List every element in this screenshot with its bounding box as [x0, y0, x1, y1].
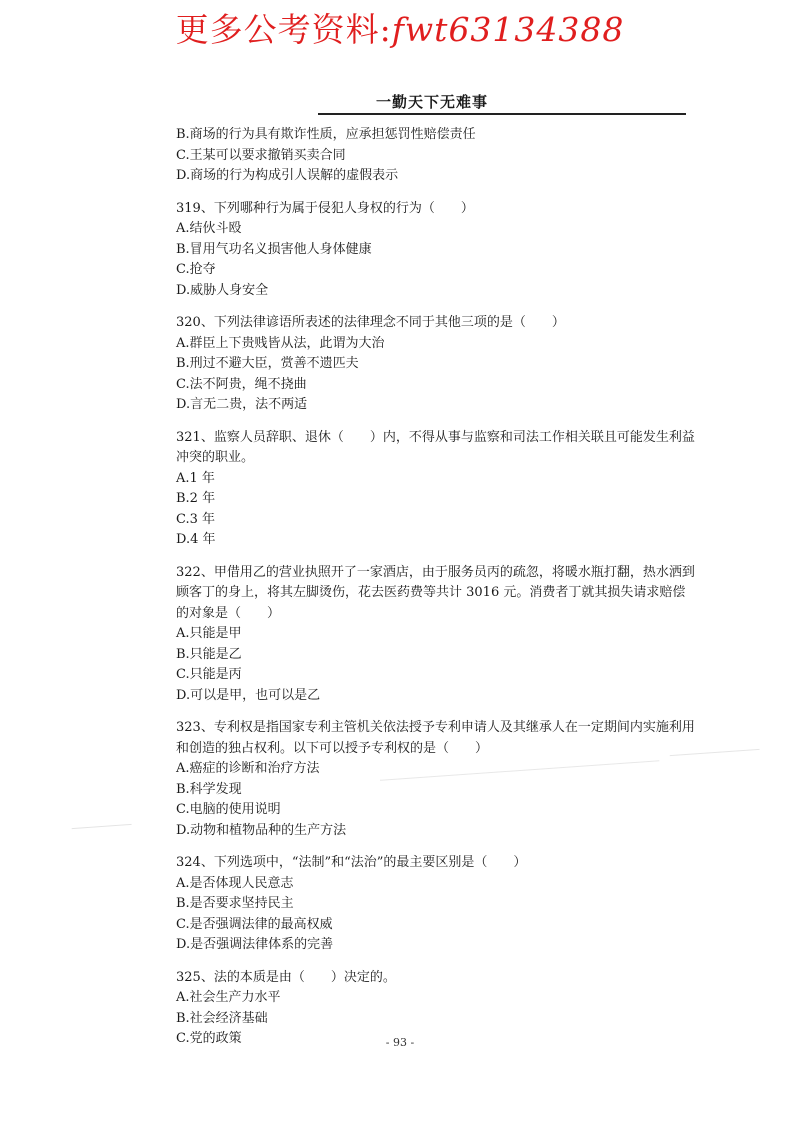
- question-stem: 322、甲借用乙的营业执照开了一家酒店，由于服务员丙的疏忽，将暖水瓶打翻，热水洒到顾客丁的身上，将其左脚烫伤，花去医药费等共计 3016 元。消费者丁就其损失请求赔偿的对象是（ ）: [176, 564, 695, 621]
- banner-prefix: 更多公考资料:: [175, 10, 392, 49]
- question-stem: 323、专利权是指国家专利主管机关依法授予专利申请人及其继承人在一定期间内实施利用和创造的独占权利。以下可以授予专利权的是（ ）: [176, 720, 695, 756]
- question-322: [176, 563, 696, 707]
- bleed-through-mark: [72, 824, 133, 839]
- option-line: A.癌症的诊断和治疗方法: [176, 761, 320, 776]
- option-line: C.抢夺: [176, 262, 216, 277]
- option-line: D.4 年: [176, 532, 216, 547]
- option-line: D.威胁人身安全: [176, 282, 269, 298]
- option-line: C.法不阿贵，绳不挠曲: [176, 376, 307, 392]
- question-stem: 321、监察人员辞职、退休（ ）内，不得从事与监察和司法工作相关联且可能发生利益冲突的职业。: [176, 429, 695, 465]
- question-323: [176, 718, 696, 841]
- option-line: B.刑过不避大臣，赏善不遗匹夫: [176, 356, 359, 371]
- question-324: [176, 853, 696, 956]
- option-line: B.2 年: [176, 491, 216, 506]
- header-rule: [318, 113, 686, 115]
- question-stem: 319、下列哪种行为属于侵犯人身权的行为（ ）: [176, 200, 474, 216]
- option-line: D.是否强调法律体系的完善: [176, 937, 334, 952]
- question-stem: 325、法的本质是由（ ）决定的。: [176, 969, 396, 985]
- option-line: A.群臣上下贵贱皆从法，此谓为大治: [176, 335, 385, 351]
- option-line: C.只能是丙: [176, 667, 242, 682]
- option-line: B.科学发现: [176, 781, 242, 797]
- question-stem: 324、下列选项中，“法制”和“法治”的最主要区别是（ ）: [176, 855, 527, 870]
- option-line: C.王某可以要求撤销买卖合同: [176, 147, 346, 163]
- document-body: [176, 125, 696, 1050]
- option-line: D.动物和植物品种的生产方法: [176, 822, 347, 838]
- option-line: A.只能是甲: [176, 626, 242, 641]
- running-head: 一勤天下无难事: [376, 93, 489, 111]
- question-stem: 320、下列法律谚语所表述的法律理念不同于其他三项的是（ ）: [176, 315, 565, 330]
- option-line: B.只能是乙: [176, 646, 242, 662]
- option-line: D.可以是甲，也可以是乙: [176, 687, 321, 703]
- option-line: C.是否强调法律的最高权威: [176, 916, 333, 932]
- option-line: C.党的政策: [176, 1031, 242, 1046]
- option-line: C.电脑的使用说明: [176, 802, 281, 817]
- option-line: A.社会生产力水平: [176, 990, 281, 1005]
- option-line: D.商场的行为构成引人误解的虚假表示: [176, 168, 399, 183]
- option-line: C.3 年: [176, 511, 216, 527]
- continued-options: [176, 125, 696, 187]
- question-320: [176, 313, 696, 416]
- question-321: [176, 428, 696, 551]
- header-banner: [0, 4, 800, 51]
- option-line: B.商场的行为具有欺诈性质，应承担惩罚性赔偿责任: [176, 127, 476, 142]
- option-line: B.社会经济基础: [176, 1010, 268, 1026]
- option-line: B.冒用气功名义损害他人身体健康: [176, 241, 372, 257]
- banner-contact: fwt63134388: [391, 10, 625, 49]
- option-line: A.1 年: [176, 470, 215, 486]
- option-line: B.是否要求坚持民主: [176, 896, 294, 911]
- option-line: A.结伙斗殴: [176, 221, 242, 236]
- option-line: D.言无二贵，法不两适: [176, 397, 308, 412]
- option-line: A.是否体现人民意志: [176, 875, 294, 891]
- page-number: - 93 -: [385, 1036, 415, 1049]
- question-319: [176, 199, 696, 302]
